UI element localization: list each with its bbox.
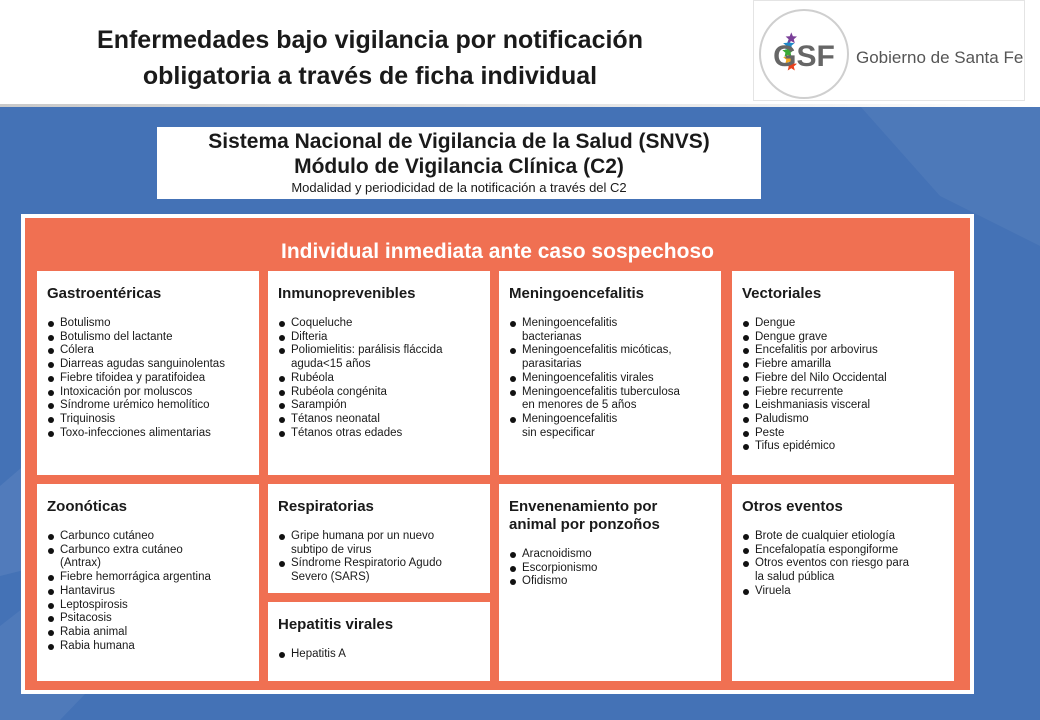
list-item: Psitacosis	[47, 612, 253, 626]
list-item: Fiebre del Nilo Occidental	[742, 372, 948, 386]
category-list	[742, 317, 948, 454]
category-list	[742, 530, 948, 599]
category-list	[278, 530, 484, 585]
snvs-subtitle: Modalidad y periodicidad de la notificación a través del C2	[291, 180, 627, 195]
category-vectoriales	[732, 271, 954, 475]
list-item: Rabia humana	[47, 640, 253, 654]
list-item: Tifus epidémico	[742, 440, 948, 454]
category-title: Otros eventos	[742, 498, 843, 515]
category-list	[509, 548, 715, 589]
list-item: Carbunco cutáneo	[47, 530, 253, 544]
list-item: Brote de cualquier etiología	[742, 530, 948, 544]
category-list	[509, 317, 715, 440]
list-item: Escorpionismo	[509, 562, 715, 576]
list-item: Triquinosis	[47, 413, 253, 427]
list-item: Leishmaniasis visceral	[742, 399, 948, 413]
gobierno-santa-fe-logo	[753, 0, 1025, 101]
list-item-continuation: subtipo de virus	[291, 543, 372, 556]
list-item-continuation: parasitarias	[522, 358, 582, 371]
slide-title	[0, 22, 740, 94]
list-item: Viruela	[742, 585, 948, 599]
category-title: Vectoriales	[742, 285, 822, 302]
list-item: Rubéola	[278, 372, 484, 386]
list-item: Fiebre amarilla	[742, 358, 948, 372]
list-item: Gripe humana por un nuevo	[278, 530, 484, 544]
slide-title-line-1: Enfermedades bajo vigilancia por notificación	[97, 26, 643, 54]
list-item: Poliomielitis: parálisis fláccida	[278, 344, 484, 358]
list-item: Diarreas agudas sanguinolentas	[47, 358, 253, 372]
category-title: Zoonóticas	[47, 498, 128, 515]
category-title: Respiratorias	[278, 498, 374, 515]
list-item: Otros eventos con riesgo para	[742, 557, 948, 571]
panel-title: Individual inmediata ante caso sospechoso	[281, 240, 714, 263]
list-item-continuation: la salud pública	[755, 571, 835, 584]
logo-short-text: GSF	[773, 40, 835, 73]
category-zoonoticas	[37, 484, 259, 681]
list-item-continuation: (Antrax)	[60, 557, 101, 570]
slide-title-line-2: obligatoria a través de ficha individual	[142, 62, 598, 90]
category-otros-eventos	[732, 484, 954, 681]
list-item: Fiebre hemorrágica argentina	[47, 571, 253, 585]
list-item: Paludismo	[742, 413, 948, 427]
list-item-continuation: sin especificar	[522, 426, 595, 439]
category-meningoencefalitis	[499, 271, 721, 475]
list-item: Hepatitis A	[278, 648, 484, 662]
list-item: Peste	[742, 427, 948, 441]
list-item: Fiebre tifoidea y paratifoidea	[47, 372, 253, 386]
category-title: Meningoencefalitis	[509, 285, 645, 302]
list-item: Botulismo del lactante	[47, 331, 253, 345]
list-item: Dengue	[742, 317, 948, 331]
category-list	[47, 530, 253, 653]
category-title: Gastroentéricas	[47, 285, 162, 302]
list-item-continuation: Severo (SARS)	[291, 571, 370, 584]
list-item: Fiebre recurrente	[742, 386, 948, 400]
list-item: Coqueluche	[278, 317, 484, 331]
snvs-title: Sistema Nacional de Vigilancia de la Salud (SNVS)	[208, 130, 710, 153]
list-item: Intoxicación por moluscos	[47, 386, 253, 400]
category-title: Inmunoprevenibles	[278, 285, 416, 302]
list-item: Meningoencefalitis virales	[509, 372, 715, 386]
list-item: Sarampión	[278, 399, 484, 413]
list-item: Tétanos neonatal	[278, 413, 484, 427]
category-gastroentericas	[37, 271, 259, 475]
list-item: Encefalopatía espongiforme	[742, 544, 948, 558]
list-item: Cólera	[47, 344, 253, 358]
category-respiratorias	[268, 484, 490, 593]
list-item: Difteria	[278, 331, 484, 345]
list-item: Meningoencefalitis tuberculosa	[509, 386, 715, 400]
header-divider	[0, 104, 1040, 107]
list-item: Tétanos otras edades	[278, 427, 484, 441]
category-envenenamiento	[499, 484, 721, 681]
list-item: Rubéola congénita	[278, 386, 484, 400]
list-item: Toxo-infecciones alimentarias	[47, 427, 253, 441]
list-item-continuation: en menores de 5 años	[522, 399, 637, 412]
list-item: Meningoencefalitis micóticas,	[509, 344, 715, 358]
logo-name-text: Gobierno de Santa Fe	[856, 48, 1024, 67]
category-list	[47, 317, 253, 440]
list-item: Aracnoidismo	[509, 548, 715, 562]
category-title-line-1: Envenenamiento por	[509, 498, 658, 515]
category-list	[278, 317, 484, 440]
snvs-module: Módulo de Vigilancia Clínica (C2)	[294, 155, 624, 178]
list-item: Hantavirus	[47, 585, 253, 599]
list-item-continuation: aguda<15 años	[291, 358, 371, 371]
list-item: Síndrome Respiratorio Agudo	[278, 557, 484, 571]
category-list	[278, 648, 484, 662]
list-item: Síndrome urémico hemolítico	[47, 399, 253, 413]
list-item: Leptospirosis	[47, 599, 253, 613]
list-item: Botulismo	[47, 317, 253, 331]
list-item: Meningoencefalitis	[509, 317, 715, 331]
category-title-line-2: animal por ponzoños	[509, 516, 660, 533]
list-item: Encefalitis por arbovirus	[742, 344, 948, 358]
list-item: Dengue grave	[742, 331, 948, 345]
list-item: Ofidismo	[509, 575, 715, 589]
snvs-banner	[157, 127, 761, 199]
category-inmunoprevenibles	[268, 271, 490, 475]
notification-panel	[25, 218, 970, 690]
category-title	[509, 498, 715, 534]
category-title: Hepatitis virales	[278, 616, 394, 633]
list-item: Rabia animal	[47, 626, 253, 640]
notification-table-frame	[21, 214, 974, 694]
list-item-continuation: bacterianas	[522, 330, 582, 343]
list-item: Meningoencefalitis	[509, 413, 715, 427]
category-hepatitis-virales	[268, 602, 490, 681]
header-bar	[0, 0, 1040, 106]
list-item: Carbunco extra cutáneo	[47, 544, 253, 558]
